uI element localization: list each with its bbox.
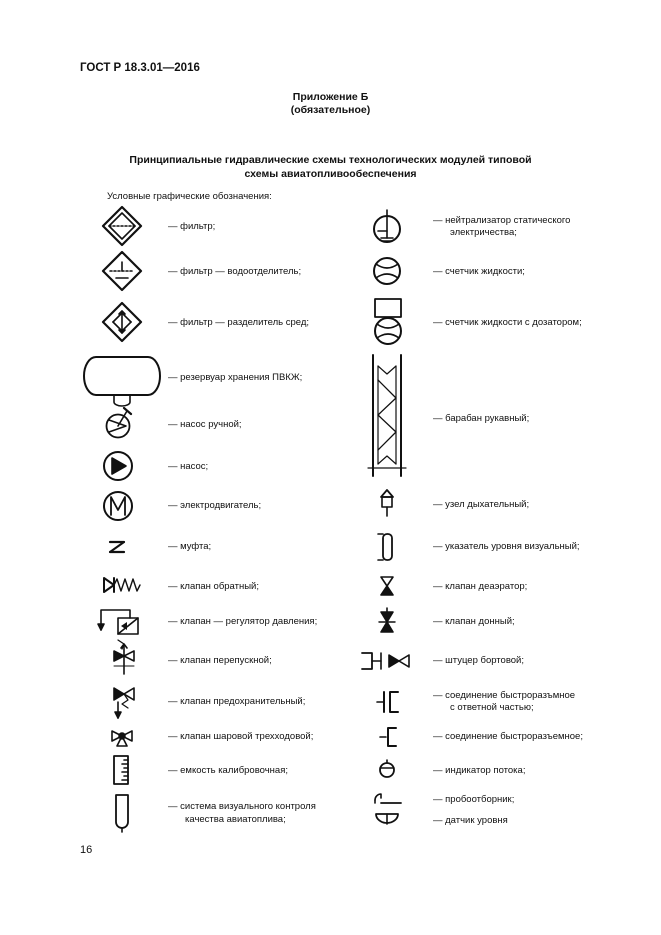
label-electric-motor: — электродвигатель;: [168, 500, 262, 511]
check-valve-icon: [104, 578, 140, 592]
liquid-meter-dispenser-icon: [375, 299, 401, 344]
label-storage-tank: — резервуар хранения ПВКЖ;: [168, 372, 303, 383]
label-calibration-vessel: — емкость калибровочная;: [168, 765, 288, 776]
label-pressure-regulator-valve: — клапан — регулятор давления;: [168, 616, 318, 627]
label-check-valve: — клапан обратный;: [168, 581, 259, 592]
label-quick-coupling-mate-2: с ответной частью;: [450, 702, 534, 713]
appendix-subtitle: (обязательное): [290, 104, 371, 116]
sampler-icon: [375, 794, 401, 803]
label-three-way-ball-valve: — клапан шаровой трехходовой;: [168, 731, 314, 742]
static-neutralizer-icon: [374, 210, 400, 242]
filter-icon: [103, 207, 141, 245]
label-filter-water-separator: — фильтр — водоотделитель;: [168, 266, 302, 277]
label-coupling: — муфта;: [168, 541, 212, 552]
appendix-title: Приложение Б: [292, 91, 369, 103]
label-hose-reel: — барабан рукавный;: [433, 413, 530, 424]
filter-water-separator-icon: [103, 252, 141, 290]
legend-caption: Условные графические обозначения:: [107, 191, 272, 202]
visual-level-gauge-icon: [378, 534, 392, 560]
label-bottom-valve: — клапан донный;: [433, 616, 515, 627]
electric-motor-icon: [104, 492, 132, 520]
level-sensor-icon: [376, 814, 398, 824]
label-bypass-valve: — клапан перепускной;: [168, 655, 272, 666]
quick-coupling-mate-icon: [377, 692, 398, 712]
page-number: 16: [80, 844, 93, 856]
label-visual-quality-control-2: качества авиатоплива;: [185, 814, 286, 825]
label-onboard-nozzle: — штуцер бортовой;: [433, 655, 525, 666]
deaerator-valve-icon: [381, 577, 393, 595]
safety-valve-icon: [114, 688, 134, 718]
label-pump: — насос;: [168, 461, 209, 472]
label-liquid-meter-dispenser: — счетчик жидкости с дозатором;: [433, 317, 582, 328]
pump-icon: [104, 452, 132, 480]
label-quick-coupling-mate: — соединение быстроразъмное: [433, 690, 576, 701]
pressure-regulator-valve-icon: [98, 610, 138, 634]
onboard-nozzle-icon: [362, 653, 409, 669]
label-static-neutralizer: — нейтрализатор статического: [433, 215, 571, 226]
quick-coupling-icon: [380, 728, 396, 746]
page-title-line2: схемы авиатопливообеспечения: [244, 168, 417, 180]
label-filter-media-separator: — фильтр — разделитель сред;: [168, 317, 310, 328]
hose-reel-icon: [368, 355, 406, 476]
label-visual-level-gauge: — указатель уровня визуальный;: [433, 541, 580, 552]
storage-tank-icon: [84, 357, 160, 406]
label-level-sensor: — датчик уровня: [433, 815, 508, 826]
flow-indicator-icon: [380, 760, 394, 777]
label-quick-coupling: — соединение быстроразъемное;: [433, 731, 583, 742]
visual-quality-control-icon: [116, 795, 128, 832]
label-breather-unit: — узел дыхательный;: [433, 499, 530, 510]
hand-pump-icon: [107, 408, 132, 438]
coupling-icon: [110, 542, 124, 552]
label-hand-pump: — насос ручной;: [168, 419, 242, 430]
label-safety-valve: — клапан предохранительный;: [168, 696, 306, 707]
page-title-line1: Принципиальные гидравлические схемы технологических модулей типовой: [129, 154, 532, 166]
calibration-vessel-icon: [114, 756, 128, 784]
liquid-meter-icon: [374, 258, 400, 284]
label-deaerator-valve: — клапан деаэратор;: [433, 581, 528, 592]
label-visual-quality-control: — система визуального контроля: [168, 801, 316, 812]
three-way-ball-valve-icon: [112, 731, 132, 746]
label-sampler: — пробоотборник;: [433, 794, 515, 805]
bottom-valve-icon: [379, 608, 395, 632]
bypass-valve-icon: [114, 640, 134, 674]
breather-unit-icon: [381, 490, 393, 516]
label-static-neutralizer-2: электричества;: [450, 227, 517, 238]
label-flow-indicator: — индикатор потока;: [433, 765, 526, 776]
filter-media-separator-icon: [103, 303, 141, 341]
label-liquid-meter: — счетчик жидкости;: [433, 266, 525, 277]
label-filter: — фильтр;: [168, 221, 216, 232]
document-header: ГОСТ Р 18.3.01—2016: [80, 62, 200, 74]
